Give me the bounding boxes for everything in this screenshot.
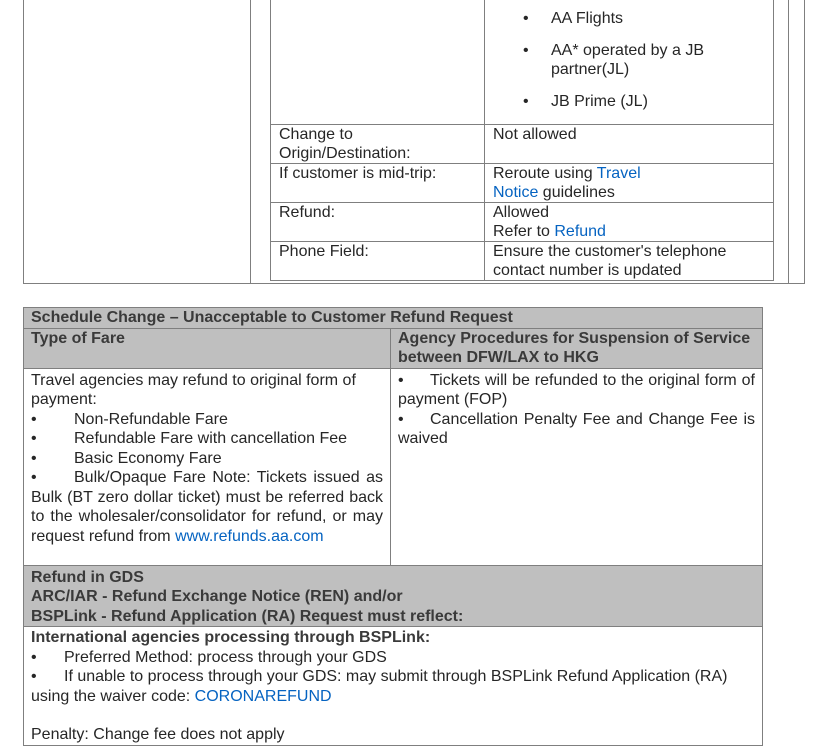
list-item: • Tickets will be refunded to the original form of payment (FOP) xyxy=(398,371,755,408)
table-row xyxy=(271,242,774,281)
list-item: • Refundable Fare with cancellation Fee xyxy=(31,430,348,447)
table-row xyxy=(271,203,774,242)
list-item-text: Non-Refundable Fare xyxy=(74,410,228,428)
table-cell-empty xyxy=(271,0,485,125)
gds-header-line: Refund in GDS xyxy=(31,568,144,586)
list-item-text: If unable to process through your GDS: may submit through BSPLink Refund Application (RA) using the waiver code: xyxy=(31,668,728,705)
gds-header-line: BSPLink - Refund Application (RA) Request must reflect: xyxy=(31,607,464,625)
list-item: • Preferred Method: process through your GDS xyxy=(31,648,387,666)
table-row xyxy=(24,627,763,746)
list-item: • JB Prime (JL) xyxy=(493,92,765,111)
spacer xyxy=(31,706,755,725)
row-value: Ensure the customer's telephone contact number is updated xyxy=(485,242,774,281)
value-text: Reroute using xyxy=(493,165,597,182)
list-item: • Non-Refundable Fare xyxy=(31,410,228,428)
value-text: guidelines xyxy=(538,184,615,201)
penalty-text: Penalty: Change fee does not apply xyxy=(31,726,285,743)
list-item: • If unable to process through your GDS: may submit through BSPLink Refund Application (RA) using the waiver code: CORONAREFUND xyxy=(31,668,728,705)
procedures-cell xyxy=(391,368,763,565)
table-row xyxy=(271,164,774,203)
list-item-text: Tickets will be refunded to the original form of payment (FOP) xyxy=(398,371,755,408)
list-item: • Basic Economy Fare xyxy=(31,449,222,467)
list-item-text: Preferred Method: process through your GDS xyxy=(64,648,387,666)
row-value xyxy=(485,164,774,203)
flights-list xyxy=(493,9,765,111)
fare-types-cell xyxy=(24,368,391,565)
outer-column-divider xyxy=(250,0,251,284)
intro-text: Travel agencies may refund to original form of payment: xyxy=(31,371,356,408)
gds-header xyxy=(24,565,763,627)
schedule-change-table xyxy=(23,307,763,746)
table-row xyxy=(24,308,763,329)
row-label: Change to Origin/Destination: xyxy=(271,125,485,164)
travel-rules-table xyxy=(270,0,774,281)
gds-header-line: ARC/IAR - Refund Exchange Notice (REN) and/or xyxy=(31,588,403,605)
section-title: Schedule Change – Unacceptable to Customer Refund Request xyxy=(24,308,763,329)
list-item: • Bulk/Opaque Fare Note: Tickets issued as Bulk (BT zero dollar ticket) must be referred back to the wholesaler/consolidator for refund, or may request refund from www.refunds.aa.com xyxy=(31,469,383,545)
table-row xyxy=(24,565,763,627)
waiver-code-link[interactable]: CORONAREFUND xyxy=(194,687,332,705)
table-row xyxy=(271,125,774,164)
list-item: • Cancellation Penalty Fee and Change Fee is waived xyxy=(398,410,755,447)
value-text: Allowed xyxy=(493,204,550,221)
row-value xyxy=(485,203,774,242)
list-item-text: Refundable Fare with cancellation Fee xyxy=(74,430,348,447)
row-value: Not allowed xyxy=(485,125,774,164)
list-item-text: Basic Economy Fare xyxy=(74,449,222,467)
table-cell-flights xyxy=(485,0,774,125)
value-text: Refer to xyxy=(493,223,555,240)
intl-heading: International agencies processing through BSPLink: xyxy=(31,629,431,646)
gds-body-cell xyxy=(24,627,763,746)
travel-notice-link[interactable]: Travel Notice xyxy=(493,165,641,201)
bulk-note-text: Bulk/Opaque Fare Note: Tickets issued as Bulk (BT zero dollar ticket) must be referred back to the wholesaler/consolidator for refund, or may request refund from xyxy=(31,469,383,545)
refund-link[interactable]: Refund xyxy=(554,223,606,240)
table-row xyxy=(24,328,763,368)
table-row xyxy=(271,0,774,125)
row-label: Phone Field: xyxy=(271,242,485,281)
row-label: Refund: xyxy=(271,203,485,242)
list-item-text: Cancellation Penalty Fee and Change Fee is waived xyxy=(398,410,755,447)
list-item: • AA* operated by a JB partner(JL) xyxy=(493,41,765,79)
outer-column-divider-right xyxy=(788,0,789,284)
column-header: Agency Procedures for Suspension of Service between DFW/LAX to HKG xyxy=(391,328,763,368)
table-row xyxy=(24,368,763,565)
list-item: • AA Flights xyxy=(493,9,765,28)
refunds-website-link[interactable]: www.refunds.aa.com xyxy=(175,527,324,545)
row-label: If customer is mid-trip: xyxy=(271,164,485,203)
column-header: Type of Fare xyxy=(24,328,391,368)
